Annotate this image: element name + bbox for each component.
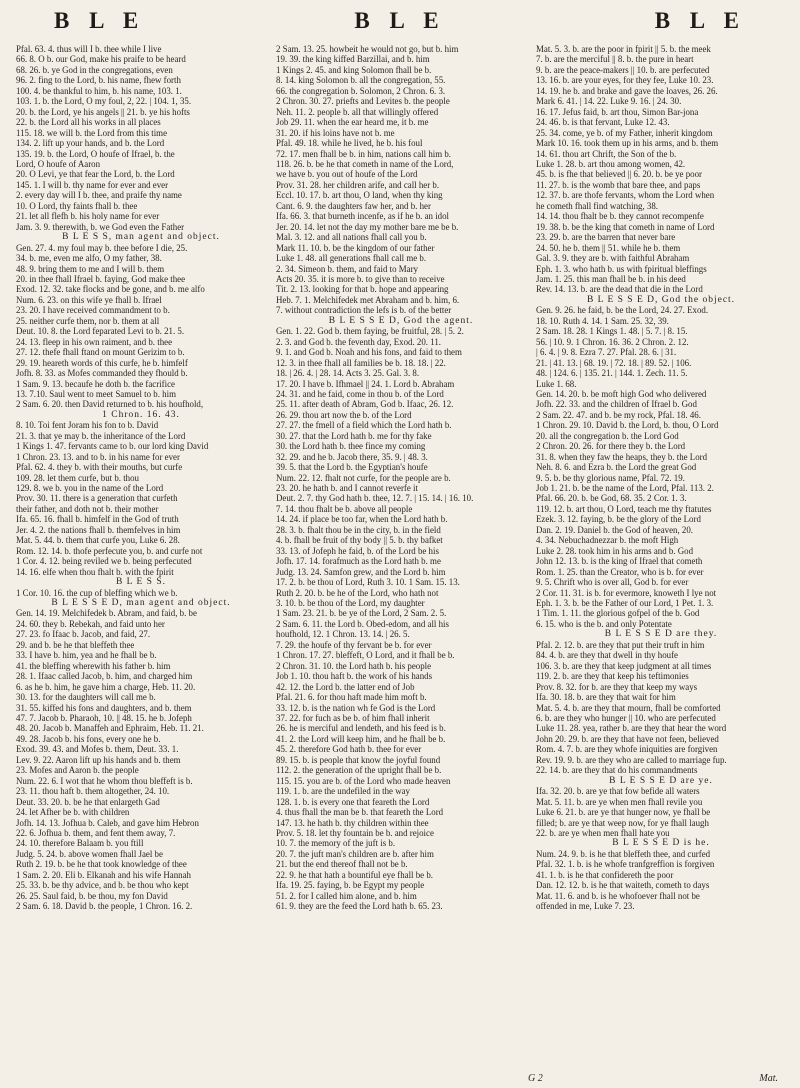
concordance-entry: 10. O Lord, thy faints fhall b. thee (16, 200, 138, 211)
concordance-entry: 7. 14. thou fhalt be b. above all people (276, 503, 413, 514)
section-heading: 1 Chron. 16. 43. (102, 409, 180, 420)
concordance-entry: Gen. 27. 4. my foul may b. thee before I die, 25. (16, 242, 188, 253)
header-center: B L E (354, 8, 446, 33)
concordance-entry: 10. 7. the memory of the juft is b. (276, 838, 396, 849)
concordance-entry: 20. 7. the juft man's children are b. after him (276, 848, 434, 859)
concordance-entry: 8. 14. king Solomon b. all the congregation, 55. (276, 75, 446, 86)
section-heading: B L E S S E D is he. (612, 838, 710, 849)
concordance-entry: Ruth 2. 20. b. be he of the Lord, who hath not (276, 587, 439, 598)
concordance-entry: Luke 1. 28. b. art thou among women, 42. (536, 158, 686, 169)
concordance-entry: 20. in thee fhall Ifrael b. faying, God make thee (16, 273, 186, 284)
concordance-entry: 22. b. are ye when men fhall hate you (536, 827, 670, 838)
concordance-entry: 1 Chron. 17. 27. bleffeft, O Lord, and it fhall be b. (276, 650, 455, 661)
concordance-entry: Lord, O houfe of Aaron (16, 158, 101, 169)
concordance-entry: Mat. 5. 44. b. them that curfe you, Luke 6. 28. (16, 535, 180, 546)
concordance-entry: 2 Sam. 13. 25. howbeit he would not go, but b. him (276, 44, 459, 54)
concordance-entry: 18. | 26. 4. | 28. 14. Acts 3. 25. Gal. 3. 8. (276, 368, 420, 379)
concordance-entry: 66. 8. O b. our God, make his praife to be heard (16, 54, 186, 65)
concordance-entry: 17. 20. I have b. Ifhmael || 24. 1. Lord b. Abraham (276, 378, 455, 389)
concordance-entry: 2. 3. and God b. the feventh day, Exod. 20. 11. (276, 336, 441, 347)
concordance-entry: 2. 34. Simeon b. them, and faid to Mary (276, 263, 418, 274)
section-heading: B L E S S E D are they. (604, 629, 718, 640)
concordance-entry: Luke 2. 28. took him in his arms and b. God (536, 545, 694, 556)
concordance-entry: 21. | 41. 13. | 68. 19. | 72. 18. | 89. 52. | 106. (536, 357, 692, 368)
concordance-entry: Rev. 14. 13. b. are the dead that die in the Lord (536, 284, 703, 295)
concordance-entry: Job 1. 21. b. be the name of the Lord, Pfal. 113. 2. (536, 483, 714, 494)
concordance-entry: 41. the bleffing wherewith his father b. him (16, 660, 171, 671)
concordance-entry: 12. 37. b. are thofe fervants, whom the Lord when (536, 190, 715, 201)
concordance-entry: 109. 28. let them curfe, but b. thou (16, 472, 139, 483)
concordance-entry: Num. 24. 9. b. is he that bleffeth thee, and curfed (536, 848, 711, 859)
concordance-entry: 22. b. the Lord all his works in all places (16, 117, 161, 128)
concordance-entry: Pfal. 66. 20. b. be God, 68. 35. 2 Cor. 1. 3. (536, 493, 687, 504)
concordance-entry: 4. thus fhall the man be b. that feareth the Lord (276, 807, 444, 818)
concordance-entry: 24. 46. b. is that fervant, Luke 12. 43. (536, 117, 670, 128)
concordance-entry: Rom. 1. 25. than the Creator, who is b. for ever (536, 566, 704, 577)
concordance-entry: 23. 29. b. are the barren that never bare (536, 232, 676, 243)
concordance-entry: Dan. 12. 12. b. is he that waiteth, cometh to days (536, 880, 710, 891)
section-heading: B L E S S E D, God the agent. (328, 315, 474, 326)
concordance-entry: 14. 16. elfe when thou fhalt b. with the fpirit (16, 566, 174, 577)
concordance-entry: 1 Chron. 29. 10. David b. the Lord, b. thou, O Lord (536, 420, 719, 431)
concordance-entry: 128. 1. b. is every one that feareth the Lord (276, 796, 430, 807)
concordance-entry: Cant. 6. 9. the daughters faw her, and b. her (276, 200, 431, 211)
concordance-entry: 1 Cor. 4. 12. being reviled we b. being perfecuted (16, 556, 192, 567)
concordance-entry: Gen. 14. 19. Melchifedek b. Abram, and faid, b. be (16, 608, 197, 619)
concordance-entry: 14. 61. thou art Chrift, the Son of the b. (536, 148, 677, 159)
concordance-entry: 39. 5. that the Lord b. the Egyptian's houfe (276, 462, 428, 473)
concordance-entry: Rom. 12. 14. b. thofe perfecute you, b. and curfe not (16, 545, 203, 556)
concordance-entry: 4. b. fhall be fruit of thy body || 5. b. thy bafket (276, 535, 443, 546)
concordance-entry: 51. 2. for I called him alone, and b. him (276, 890, 417, 901)
concordance-entry: 31. 8. when they faw the heaps, they b. the Lord (536, 451, 708, 462)
concordance-entry: Jam. 1. 25. this man fhall be b. in his deed (536, 273, 686, 284)
concordance-entry: 25. 11. after death of Abram, God b. Ifaac, 26. 12. (276, 399, 454, 410)
concordance-entry: Ifa. 65. 16. fhall b. himfelf in the God of truth (16, 514, 179, 525)
concordance-entry: 9. 5. Chrift who is over all, God b. for ever (536, 577, 689, 588)
concordance-entry: 13. 16. b. are your eyes, for they fee, Luke 10. 23. (536, 75, 714, 86)
concordance-entry: 25. 34. come, ye b. of my Father, inherit kingdom (536, 127, 713, 138)
concordance-entry: Gen. 14. 20. b. be moft high God who delivered (536, 388, 707, 399)
running-header (14, 6, 786, 36)
concordance-entry: 48. 20. Jacob b. Manaffeh and Ephraim, Heb. 11. 21. (16, 723, 204, 734)
concordance-entry: 1 Sam. 2. 20. Eli b. Elkanah and his wife Hannah (16, 869, 191, 880)
concordance-entry: 6. 15. who is the b. and only Potentate (536, 618, 672, 629)
concordance-entry: 29. 19. heareth words of this curfe, he b. himfelf (16, 357, 188, 368)
concordance-entry: 6. as he b. him, he gave him a charge, Heb. 11. 20. (16, 681, 196, 692)
concordance-entry: 115. 18. we will b. the Lord from this time (16, 127, 168, 138)
concordance-entry: John 20. 29. b. are they that have not feen, believed (536, 733, 719, 744)
concordance-entry: 9. 5. b. be thy glorious name, Pfal. 72. 19. (536, 472, 685, 483)
concordance-entry: 45. b. is fhe that believed || 6. 20. b. be ye poor (536, 169, 702, 180)
concordance-entry: 2 Sam. 18. 28. 1 Kings 1. 48. | 5. 7. | 8. 15. (536, 326, 688, 337)
concordance-entry: 22. 9. he that hath a bountiful eye fhall be b. (276, 869, 433, 880)
concordance-entry: 24. 10. therefore Balaam b. you ftill (16, 838, 144, 849)
concordance-entry: 7. without contradiction the lefs is b. of the better (276, 305, 452, 316)
concordance-entry: 20. all the congregation b. the Lord God (536, 430, 679, 441)
concordance-entry: Mark 10. 16. took them up in his arms, and b. them (536, 138, 719, 149)
concordance-entry: Ifa. 66. 3. that burneth incenfe, as if he b. an idol (276, 211, 450, 222)
section-heading: B L E S S E D, God the object. (586, 294, 736, 305)
concordance-entry: 27. 23. fo Ifaac b. Jacob, and faid, 27. (16, 629, 151, 640)
concordance-entry: 22. 6. Jofhua b. them, and fent them away, 7. (16, 827, 176, 838)
concordance-entry: 49. 28. Jacob b. his fons, every one he b. (16, 733, 161, 744)
concordance-entry: 30. 27. that the Lord hath b. me for thy fake (276, 430, 432, 441)
concordance-entry: Pfal. 32. 1. b. is he whofe tranfgreffion is forgiven (536, 859, 715, 870)
concordance-entry: we have b. you out of houfe of the Lord (276, 169, 418, 180)
concordance-entry: 3. 10. b. be thou of the Lord, my daughter (276, 598, 425, 609)
concordance-entry: Deut. 10. 8. the Lord feparated Levi to b. 21. 5. (16, 326, 185, 337)
concordance-entry: | 6. 4. | 9. 8. Ezra 7. 27. Pfal. 28. 6. | 31. (536, 347, 677, 358)
concordance-entry: 28. 3. b. fhalt thou be in the city, b. in the field (276, 524, 441, 535)
concordance-entry: 2 Chron. 30. 27. priefts and Levites b. the people (276, 96, 450, 107)
concordance-entry: houfhold, 12. 1 Chron. 13. 14. | 26. 5. (276, 629, 410, 640)
concordance-entry: 13. 7.10. Saul went to meet Samuel to b. him (16, 388, 176, 399)
concordance-entry: Mat. 5. 11. b. are ye when men fhall revile you (536, 796, 703, 807)
concordance-entry: 7. 29. the houfe of thy fervant be b. for ever (276, 639, 432, 650)
concordance-entry: 18. 10. Ruth 4. 14. 1 Sam. 25. 32, 39. (536, 315, 669, 326)
concordance-entry: 2 Sam. 6. 20. then David returned to b. his houfhold, (16, 399, 204, 410)
concordance-entry: Jofh. 14. 13. Jofhua b. Caleb, and gave him Hebron (16, 817, 199, 828)
concordance-entry: 21. 3. that ye may b. the inheritance of the Lord (16, 430, 186, 441)
concordance-entry: 21. let all flefh b. his holy name for ever (16, 211, 160, 222)
concordance-entry: Judg. 5. 24. b. above women fhall Jael be (16, 848, 163, 859)
concordance-entry: 61. 9. they are the feed the Lord hath b. 65. 23. (276, 901, 443, 912)
header-right: B L E (654, 8, 746, 33)
concordance-entry: 37. 22. for fuch as be b. of him fhall inherit (276, 713, 430, 723)
concordance-entry: John 12. 13. b. is the king of Ifrael that cometh (536, 556, 703, 567)
concordance-entry: 1 Sam. 23. 21. b. be ye of the Lord, 2 Sam. 2. 5. (276, 608, 447, 619)
concordance-entry: Ruth 2. 19. b. be he that took knowledge of thee (16, 859, 187, 870)
page-footer (528, 1073, 778, 1084)
concordance-entry: 89. 15. b. is people that know the joyful found (276, 754, 441, 765)
concordance-entry: 1 Sam. 9. 13. becaufe he doth b. the facrifice (16, 378, 175, 389)
concordance-entry: 48. 9. bring them to me and I will b. them (16, 263, 165, 274)
concordance-entry: 115. 15. you are b. of the Lord who made heaven (276, 775, 451, 786)
concordance-entry: Num. 22. 12. fhalt not curfe, for the people are b. (276, 472, 451, 483)
concordance-entry: 134. 2. lift up your hands, and b. the Lord (16, 138, 165, 149)
concordance-entry: 135. 19. b. the Lord, O houfe of Ifrael, b. the (16, 148, 175, 159)
concordance-entry: 24. 31. and he faid, come in thou b. of the Lord (276, 388, 444, 399)
concordance-entry: 119. 1. b. are the undefiled in the way (276, 786, 410, 797)
concordance-entry: 103. 1. b. the Lord, O my foul, 2, 22. | 104. 1, 35. (16, 96, 192, 107)
concordance-entry: 14. 24. if place be too far, when the Lord hath b. (276, 514, 448, 525)
concordance-entry: Luke 1. 48. all generations fhall call me b. (276, 253, 427, 264)
concordance-entry: 26. he is merciful and lendeth, and his feed is b. (276, 723, 446, 734)
concordance-entry: Luke 6. 21. b. are ye that hunger now, ye fhall be (536, 807, 711, 818)
concordance-entry: 25. 33. b. be thy advice, and b. be thou who kept (16, 880, 189, 891)
concordance-entry: 9. b. are the peace-makers || 10. b. are perfecuted (536, 64, 710, 75)
concordance-entry: Luke 1. 68. (536, 378, 577, 389)
concordance-entry: Ifa. 19. 25. faying, b. be Egypt my people (276, 880, 425, 891)
concordance-entry: Mat. 5. 4. b. are they that mourn, fhall be comforted (536, 702, 721, 713)
concordance-entry: 2. every day will I b. thee, and praife thy name (16, 190, 182, 201)
concordance-entry: 56. | 10. 9. 1 Chron. 16. 36. 2 Chron. 2. 12. (536, 336, 689, 347)
concordance-entry: 2 Sam. 6. 18. David b. the people, 1 Chron. 16. 2. (16, 901, 193, 912)
concordance-entry: Ezek. 3. 12. faying, b. be the glory of the Lord (536, 514, 701, 525)
concordance-entry: Mark 11. 10. b. be the kingdom of our father (276, 242, 435, 253)
concordance-entry: Gen. 9. 26. he faid, b. be the Lord, 24. 27. Exod. (536, 305, 709, 316)
concordance-entry: 118. 26. b. be he that cometh in name of the Lord, (276, 158, 454, 169)
concordance-entry: Job 1. 10. thou haft b. the work of his hands (276, 671, 433, 682)
concordance-entry: Neh. 11. 2. people b. all that willingly offered (276, 106, 439, 117)
concordance-entry: 119. 12. b. art thou, O Lord, teach me thy ftatutes (536, 503, 712, 514)
concordance-entry: Mat. 11. 6. and b. is he whofoever fhall not be (536, 890, 700, 901)
concordance-entry: Jer. 20. 14. let not the day my mother bare me be b. (276, 221, 459, 232)
section-heading: B L E S S, man agent and object. (62, 232, 220, 243)
concordance-entry: 23. 20. I have received commandment to b. (16, 305, 170, 316)
concordance-entry: 16. 17. Jefus faid, b. art thou, Simon Bar-jona (536, 106, 699, 117)
concordance-entry: Jofh. 17. 14. forafmuch as the Lord hath b. me (276, 556, 441, 567)
concordance-entry: 112. 2. the generation of the upright fhall be b. (276, 765, 442, 776)
concordance-entry: 96. 2. fing to the Lord, b. his name, fhew forth (16, 75, 181, 86)
concordance-entry: Mal. 3. 12. and all nations fhall call you b. (276, 232, 427, 243)
section-heading: B L E S S E D are ye. (609, 775, 713, 786)
concordance-entry: 24. 13. fleep in his own raiment, and b. thee (16, 336, 173, 347)
concordance-entry: 28. 1. Ifaac called Jacob, b. him, and charged him (16, 671, 193, 682)
column-middle (276, 44, 526, 1076)
concordance-entry: Jofh. 8. 33. as Mofes commanded they fhould b. (16, 368, 188, 379)
concordance-entry: Num. 6. 23. on this wife ye fhall b. Ifrael (16, 294, 162, 305)
concordance-entry: 20. O Levi, ye that fear the Lord, b. the Lord (16, 169, 175, 180)
concordance-entry: Pfal. 49. 18. while he lived, he b. his foul (276, 138, 423, 149)
concordance-entry: 2 Chron. 20. 26. for there they b. the Lord (536, 441, 686, 452)
concordance-entry: 41. 2. the Lord will keep him, and he fhall be b. (276, 733, 446, 744)
concordance-entry: Deut. 2. 7. thy God hath b. thee, 12. 7. | 15. 14. | 16. 10. (276, 493, 474, 504)
concordance-entry: Rom. 4. 7. b. are they whofe iniquities are forgiven (536, 744, 718, 755)
concordance-entry: 9. 1. and God b. Noah and his fons, and faid to them (276, 347, 462, 358)
concordance-entry: Prov. 8. 32. for b. are they that keep my ways (536, 681, 698, 692)
concordance-entry: Jofh. 22. 33. and the children of Ifrael b. God (536, 399, 697, 410)
concordance-entry: 119. 2. b. are they that keep his teftimonies (536, 671, 689, 682)
concordance-entry: 14. 19. he b. and brake and gave the loaves, 26. 26. (536, 85, 718, 96)
concordance-entry: 2 Sam. 22. 47. and b. be my rock, Pfal. 18. 46. (536, 409, 701, 420)
concordance-entry: 100. 4. be thankful to him, b. his name, 103. 1. (16, 85, 182, 96)
concordance-entry: 2 Chron. 31. 10. the Lord hath b. his people (276, 660, 432, 671)
concordance-entry: Jer. 4. 2. the nations fhall b. themfelves in him (16, 524, 181, 535)
concordance-entry: 33. 12. b. is the nation wh fe God is the Lord (276, 702, 436, 713)
concordance-entry: 45. 2. therefore God hath b. thee for ever (276, 744, 422, 755)
concordance-entry: offended in me, Luke 7. 23. (536, 901, 635, 912)
concordance-entry: 30. the Lord hath b. thee fince my coming (276, 441, 426, 452)
concordance-entry: 1 Kings 2. 45. and king Solomon fhall be b. (276, 64, 432, 75)
concordance-entry: 1 Tim. 1. 11. the glorious gofpel of the b. God (536, 608, 700, 619)
concordance-entry: Deut. 33. 20. b. be he that enlargeth Gad (16, 796, 160, 807)
concordance-entry: he cometh fhall find watching, 38. (536, 200, 658, 211)
column-left (16, 44, 266, 1076)
concordance-entry: 17. 2. b. be thou of Lord, Ruth 3. 10. 1 Sam. 15. 13. (276, 577, 460, 588)
concordance-entry: 31. 55. kiffed his fons and daughters, and b. them (16, 702, 192, 713)
concordance-entry: 41. 1. b. is he that confidereth the poor (536, 869, 674, 880)
concordance-entry: 23. Mofes and Aaron b. the people (16, 765, 139, 776)
concordance-entry: Mark 6. 41. | 14. 22. Luke 9. 16. | 24. 30. (536, 96, 682, 107)
concordance-entry: 8. 10. Toi fent Joram his fon to b. David (16, 420, 159, 431)
concordance-entry: Num. 22. 6. I wot that he whom thou bleffeft is b. (16, 775, 193, 786)
concordance-entry: Lev. 9. 22. Aaron lift up his hands and b. them (16, 754, 181, 765)
concordance-entry: Prov. 30. 11. there is a generation that curfeth (16, 493, 178, 504)
concordance-entry: 147. 13. he hath b. thy children within thee (276, 817, 429, 828)
concordance-entry: Gal. 3. 9. they are b. with faithful Abraham (536, 253, 690, 264)
concordance-entry: 24. let Afher be b. with children (16, 807, 130, 818)
concordance-entry: 2 Cor. 11. 31. is b. for evermore, knoweth I lye not (536, 587, 717, 598)
concordance-entry: their father, and doth not b. their mother (16, 503, 159, 514)
concordance-entry: Jam. 3. 9. therewith, b. we God even the Father (16, 221, 185, 232)
catchword: Mat. (759, 1073, 778, 1084)
concordance-entry: Neh. 8. 6. and Ezra b. the Lord the great God (536, 462, 697, 473)
header-left: B L E (54, 8, 146, 33)
signature-mark: G 2 (528, 1073, 543, 1084)
concordance-entry: 19. 38. b. be the king that cometh in name of Lord (536, 221, 715, 232)
concordance-entry: Exod. 12. 32. take flocks and be gone, and b. me alfo (16, 284, 205, 295)
concordance-entry: 66. the congregation b. Solomon, 2 Chron. 6. 3. (276, 85, 446, 96)
concordance-entry: Eph. 1. 3. b. be the Father of our Lord, 1 Pet. 1. 3. (536, 598, 714, 609)
concordance-entry: Gen. 1. 22. God b. them faying, be fruitful, 28. | 5. 2. (276, 326, 464, 337)
concordance-entry: 106. 3. b. are they that keep judgment at all times (536, 660, 712, 671)
concordance-entry: 6. b. are they who hunger || 10. who are perfecuted (536, 713, 716, 723)
concordance-entry: 32. 29. and he b. Jacob there, 35. 9. | 48. 3. (276, 451, 428, 462)
concordance-entry: 1 Chron. 23. 13. and to b. in his name for ever (16, 451, 180, 462)
concordance-entry: 26. 29. thou art now the b. of the Lord (276, 409, 412, 420)
concordance-entry: 20. b. the Lord, ye his angels || 21. b. ye his hofts (16, 106, 190, 117)
concordance-entry: 33. 13. of Jofeph he faid, b. of the Lord be his (276, 545, 439, 556)
concordance-entry: Pfal. 62. 4. they b. with their mouths, but curfe (16, 462, 183, 473)
text-columns (16, 44, 786, 1076)
concordance-entry: 2 Sam. 6. 11. the Lord b. Obed-edom, and all his (276, 618, 449, 629)
concordance-entry: 4. 34. Nebuchadnezzar b. the moft High (536, 535, 679, 546)
concordance-entry: 1 Cor. 10. 16. the cup of bleffing which we b. (16, 587, 178, 598)
concordance-entry: Luke 11. 28. yea, rather b. are they that hear the word (536, 723, 727, 734)
concordance-entry: 25. neither curfe them, nor b. them at all (16, 315, 160, 326)
concordance-entry: filled; b. are ye that weep now, for ye fhall laugh (536, 817, 709, 828)
concordance-entry: Pfal. 21. 6. for thou haft made him moft b. (276, 692, 427, 703)
concordance-entry: Acts 20. 35. it is more b. to give than to receive (276, 273, 445, 284)
concordance-entry: 84. 4. b. are they that dwell in thy houfe (536, 650, 678, 661)
concordance-entry: Judg. 13. 24. Samfon grew, and the Lord b. him (276, 566, 446, 577)
concordance-entry: 24. 60. they b. Rebekah, and faid unto her (16, 618, 165, 629)
concordance-entry: 47. 7. Jacob b. Pharaoh, 10. || 48. 15. he b. Jofeph (16, 713, 192, 723)
concordance-entry: 12. 3. in thee fhall all families be b. 18. 18. | 22. (276, 357, 446, 368)
concordance-entry: 22. 14. b. are they that do his commandments (536, 765, 698, 776)
section-heading: B L E S S. (115, 577, 167, 588)
concordance-entry: Prov. 31. 28. her children arife, and call her b. (276, 179, 440, 190)
section-heading: B L E S S E D, man agent and object. (51, 598, 231, 609)
concordance-entry: 30. 13. for the daughters will call me b. (16, 692, 156, 703)
concordance-entry: 26. 25. Saul faid, b. be thou, my fon David (16, 890, 168, 901)
concordance-entry: Ifa. 30. 18. b. are they that wait for him (536, 692, 676, 703)
concordance-entry: Rev. 19. 9. b. are they who are called to marriage fup. (536, 754, 727, 765)
concordance-entry: 145. 1. I will b. thy name for ever and ever (16, 179, 169, 190)
concordance-entry: Heb. 7. 1. Melchifedek met Abraham and b. him, 6. (276, 294, 460, 305)
concordance-entry: 31. 20. if his loins have not b. me (276, 127, 395, 138)
concordance-entry: 24. 50. he b. them || 51. while he b. them (536, 242, 681, 253)
concordance-entry: 33. I have b. him, yea and he fhall be b. (16, 650, 157, 661)
concordance-entry: 72. 17. men fhall be b. in him, nations call him b. (276, 148, 452, 159)
concordance-entry: Pfal. 2. 12. b. are they that put their truft in him (536, 639, 705, 650)
concordance-entry: Dan. 2. 19. Daniel b. the God of heaven, 20. (536, 524, 693, 535)
concordance-entry: 29. and b. be he that bleffeth thee (16, 639, 135, 650)
column-right (536, 44, 786, 1076)
concordance-entry: 7. b. are the merciful || 8. b. the pure in heart (536, 54, 694, 65)
concordance-entry: 27. 12. thefe fhall ftand on mount Gerizim to b. (16, 347, 185, 358)
concordance-entry: 42. 12. the Lord b. the latter end of Job (276, 681, 415, 692)
concordance-entry: Job 29. 11. when the ear heard me, it b. me (276, 117, 429, 128)
concordance-entry: 68. 26. b. ye God in the congregations, even (16, 64, 173, 75)
concordance-entry: 129. 8. we b. you in the name of the Lord (16, 483, 164, 494)
concordance-entry: Eph. 1. 3. who hath b. us with fpiritual bleffings (536, 263, 707, 274)
concordance-entry: 27. 27. the fmell of a field which the Lord hath b. (276, 420, 452, 431)
concordance-entry: 48. | 124. 6. | 135. 21. | 144. 1. Zech. 11. 5. (536, 368, 688, 379)
concordance-entry: 1 Kings 1. 47. fervants came to b. our lord king David (16, 441, 209, 452)
concordance-entry: Tit. 2. 13. looking for that b. hope and appearing (276, 284, 449, 295)
concordance-entry: 23. 20. he hath b. and I cannot reverfe it (276, 483, 418, 494)
concordance-entry: 11. 27. b. is the womb that bare thee, and paps (536, 179, 701, 190)
concordance-entry: 34. b. me, even me alfo, O my father, 38. (16, 253, 162, 264)
concordance-entry: Exod. 39. 43. and Mofes b. them, Deut. 33. 1. (16, 744, 179, 755)
concordance-entry: Pfal. 63. 4. thus will I b. thee while I live (16, 44, 162, 54)
concordance-entry: Mat. 5. 3. b. are the poor in fpirit || 5. b. the meek (536, 44, 711, 54)
concordance-entry: 19. 39. the king kiffed Barzillai, and b. him (276, 54, 430, 65)
concordance-entry: Prov. 5. 18. let thy fountain be b. and rejoice (276, 827, 434, 838)
concordance-entry: Ifa. 32. 20. b. are ye that fow befide all waters (536, 786, 700, 797)
concordance-entry: Eccl. 10. 17. b. art thou, O land, when thy king (276, 190, 443, 201)
concordance-entry: 21. but the end thereof fhall not be b. (276, 859, 408, 870)
concordance-entry: 14. 14. thou fhalt be b. they cannot recompenfe (536, 211, 704, 222)
concordance-entry: 23. 11. thou haft b. them altogether, 24. 10. (16, 786, 170, 797)
